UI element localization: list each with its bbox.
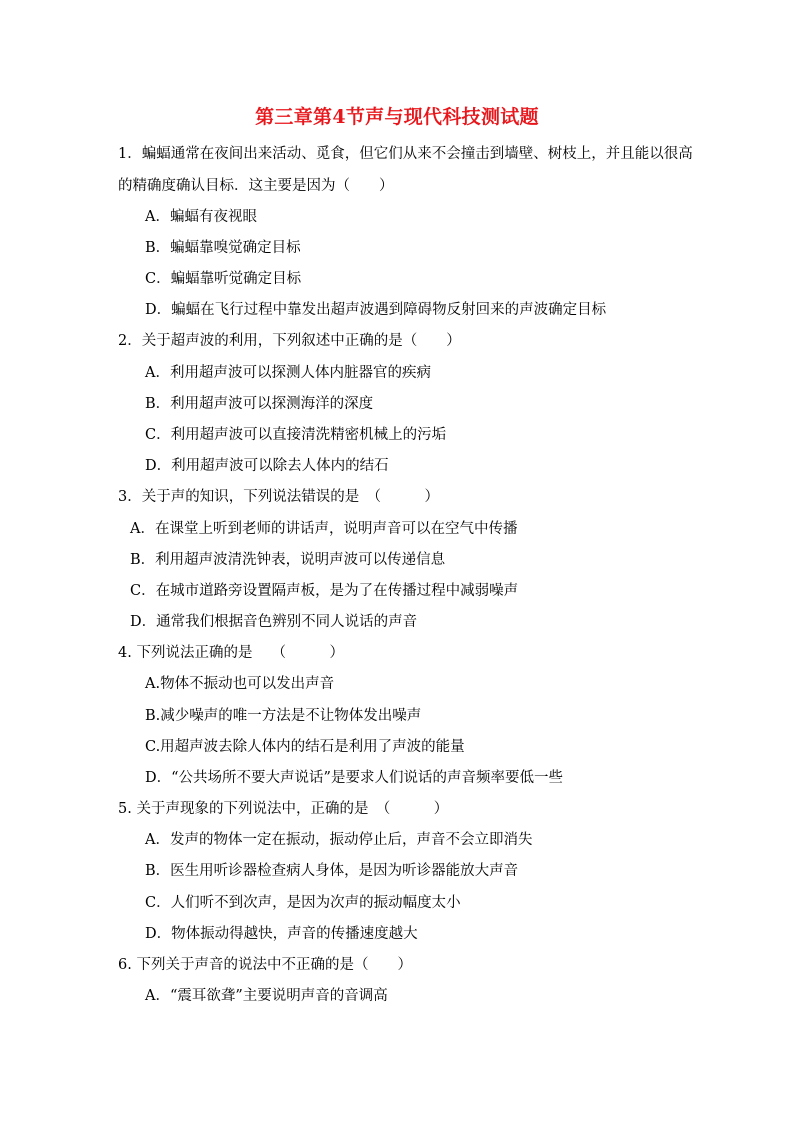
question-6-option-a: A．“震耳欲聋”主要说明声音的音调高 [145, 988, 388, 1004]
question-2-option-a: A．利用超声波可以探测人体内脏器官的疾病 [145, 365, 431, 381]
question-3-option-a: A．在课堂上听到老师的讲话声，说明声音可以在空气中传播 [130, 521, 518, 537]
question-4-option-c: C.用超声波去除人体内的结石是利用了声波的能量 [145, 739, 465, 755]
question-6-text: 6. 下列关于声音的说法中不正确的是（ ） [118, 957, 412, 973]
question-1-option-a: A．蝙蝠有夜视眼 [145, 209, 257, 225]
question-2-option-d: D．利用超声波可以除去人体内的结石 [145, 458, 389, 474]
question-3-option-b: B．利用超声波清洗钟表，说明声波可以传递信息 [130, 552, 446, 568]
question-2-option-c: C．利用超声波可以直接清洗精密机械上的污垢 [145, 427, 447, 443]
question-2-text: 2．关于超声波的利用，下列叙述中正确的是（ ） [118, 333, 461, 349]
question-3-text: 3．关于声的知识，下列说法错误的是 （ ） [118, 489, 439, 505]
question-5-text: 5. 关于声现象的下列说法中，正确的是 （ ） [118, 801, 449, 817]
page-title: 第三章第4节声与现代科技测试题 [255, 106, 539, 128]
question-4-option-b: B.减少噪声的唯一方法是不让物体发出噪声 [145, 708, 422, 724]
question-5-option-a: A．发声的物体一定在振动，振动停止后，声音不会立即消失 [145, 832, 533, 848]
question-5-option-c: C．人们听不到次声，是因为次声的振动幅度太小 [145, 895, 461, 911]
question-2-option-b: B．利用超声波可以探测海洋的深度 [145, 396, 374, 412]
question-5-option-b: B．医生用听诊器检查病人身体，是因为听诊器能放大声音 [145, 863, 519, 879]
question-5-option-d: D．物体振动得越快，声音的传播速度越大 [145, 926, 418, 942]
question-1-text-line-2: 的精确度确认目标．这主要是因为（ ） [118, 178, 394, 194]
question-4-option-d: D．“公共场所不要大声说话”是要求人们说话的声音频率要低一些 [145, 770, 563, 786]
question-4-text: 4. 下列说法正确的是 （ ） [118, 645, 345, 661]
question-1-option-d: D．蝙蝠在飞行过程中靠发出超声波遇到障碍物反射回来的声波确定目标 [145, 302, 607, 318]
question-1-text-line-1: 1．蝙蝠通常在夜间出来活动、觅食，但它们从来不会撞击到墙壁、树枝上，并且能以很高 [118, 146, 693, 162]
question-1-option-b: B．蝙蝠靠嗅觉确定目标 [145, 240, 301, 256]
question-3-option-c: C．在城市道路旁设置隔声板，是为了在传播过程中减弱噪声 [130, 583, 519, 599]
question-1-option-c: C．蝙蝠靠听觉确定目标 [145, 271, 302, 287]
question-4-option-a: A.物体不振动也可以发出声音 [145, 676, 335, 692]
question-3-option-d: D．通常我们根据音色辨别不同人说话的声音 [130, 614, 418, 630]
